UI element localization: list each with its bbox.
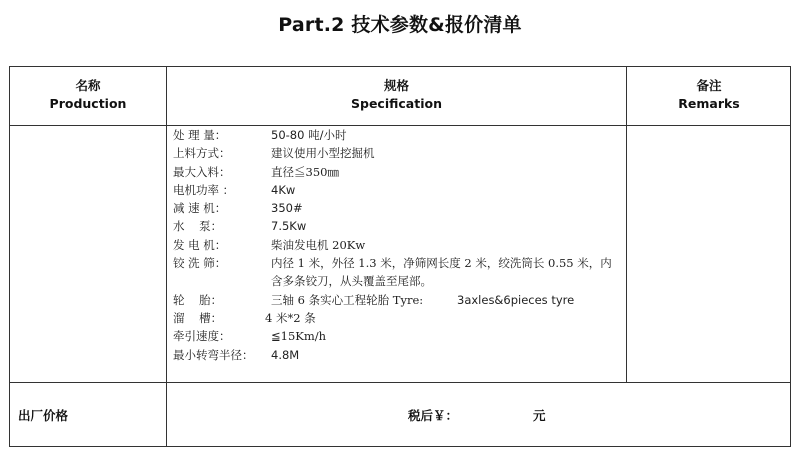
header-production xyxy=(10,77,166,113)
spec-label: 最大入料： xyxy=(173,164,231,179)
spec-value: 建议使用小型挖掘机 xyxy=(271,146,375,161)
header-remarks-en: Remarks xyxy=(678,96,740,111)
spec-value: 三轴 6 条实心工程轮胎 Tyre: xyxy=(271,292,424,307)
spec-label: 轮 胎： xyxy=(173,292,223,307)
header-spec-en: Specification xyxy=(351,96,442,111)
after-tax-price-label: 税后￥： xyxy=(408,408,459,423)
spec-value: 4Kw xyxy=(271,182,296,197)
spec-value: 50-80 吨/小时 xyxy=(271,128,347,142)
header-specification xyxy=(167,77,626,113)
spec-row xyxy=(173,291,623,309)
spec-value: ≦15Km/h xyxy=(271,329,327,344)
spec-value: 内径 1 米，外径 1.3 米，净筛网长度 2 米，绞洗筒长 0.55 米，内含多条铰刀，从头覆盖至尾部。 xyxy=(271,256,612,289)
row-divider xyxy=(10,382,790,383)
spec-value-en: 3axles&6pieces tyre xyxy=(457,292,575,307)
spec-value: 7.5Kw xyxy=(271,219,307,234)
spec-label: 电机功率 ： xyxy=(173,182,235,197)
spec-value: 柴油发电机 20Kw xyxy=(271,237,366,252)
spec-row xyxy=(173,346,623,364)
spec-value: 4 米*2 条 xyxy=(265,310,316,325)
spec-row xyxy=(173,309,623,327)
spec-value: 4.8M xyxy=(271,347,300,362)
spec-value: 直径≦350㎜ xyxy=(271,164,339,179)
spec-row xyxy=(173,163,623,181)
spec-row xyxy=(173,144,623,162)
spec-label: 铰 洗 筛： xyxy=(173,256,227,271)
spec-label: 发 电 机： xyxy=(173,237,227,252)
spec-label: 减 速 机： xyxy=(173,201,227,216)
price-unit: 元 xyxy=(533,408,546,423)
spec-row xyxy=(173,254,623,291)
spec-label: 水 泵： xyxy=(173,219,223,234)
spec-label: 上料方式： xyxy=(173,146,231,161)
spec-list xyxy=(173,126,623,364)
header-production-en: Production xyxy=(49,96,127,111)
header-production-cn: 名称 xyxy=(75,78,101,93)
column-divider xyxy=(166,67,167,446)
factory-price-label: 出厂价格 xyxy=(18,408,69,423)
spec-value: 350# xyxy=(271,201,303,216)
spec-label: 最小转弯半径： xyxy=(173,347,254,362)
page-title: Part.2 技术参数&报价清单 xyxy=(278,14,522,36)
header-remarks xyxy=(627,77,791,113)
header-spec-cn: 规格 xyxy=(383,78,409,93)
spec-row xyxy=(173,181,623,199)
spec-label: 处 理 量： xyxy=(173,128,227,142)
quote-table xyxy=(9,66,791,447)
column-divider xyxy=(626,67,627,382)
header-remarks-cn: 备注 xyxy=(696,78,722,93)
spec-row xyxy=(173,327,623,345)
spec-row xyxy=(173,126,623,144)
spec-row xyxy=(173,217,623,235)
spec-label: 牵引速度： xyxy=(173,329,231,344)
spec-row xyxy=(173,199,623,217)
spec-label: 溜 槽： xyxy=(173,310,223,325)
spec-row xyxy=(173,236,623,254)
